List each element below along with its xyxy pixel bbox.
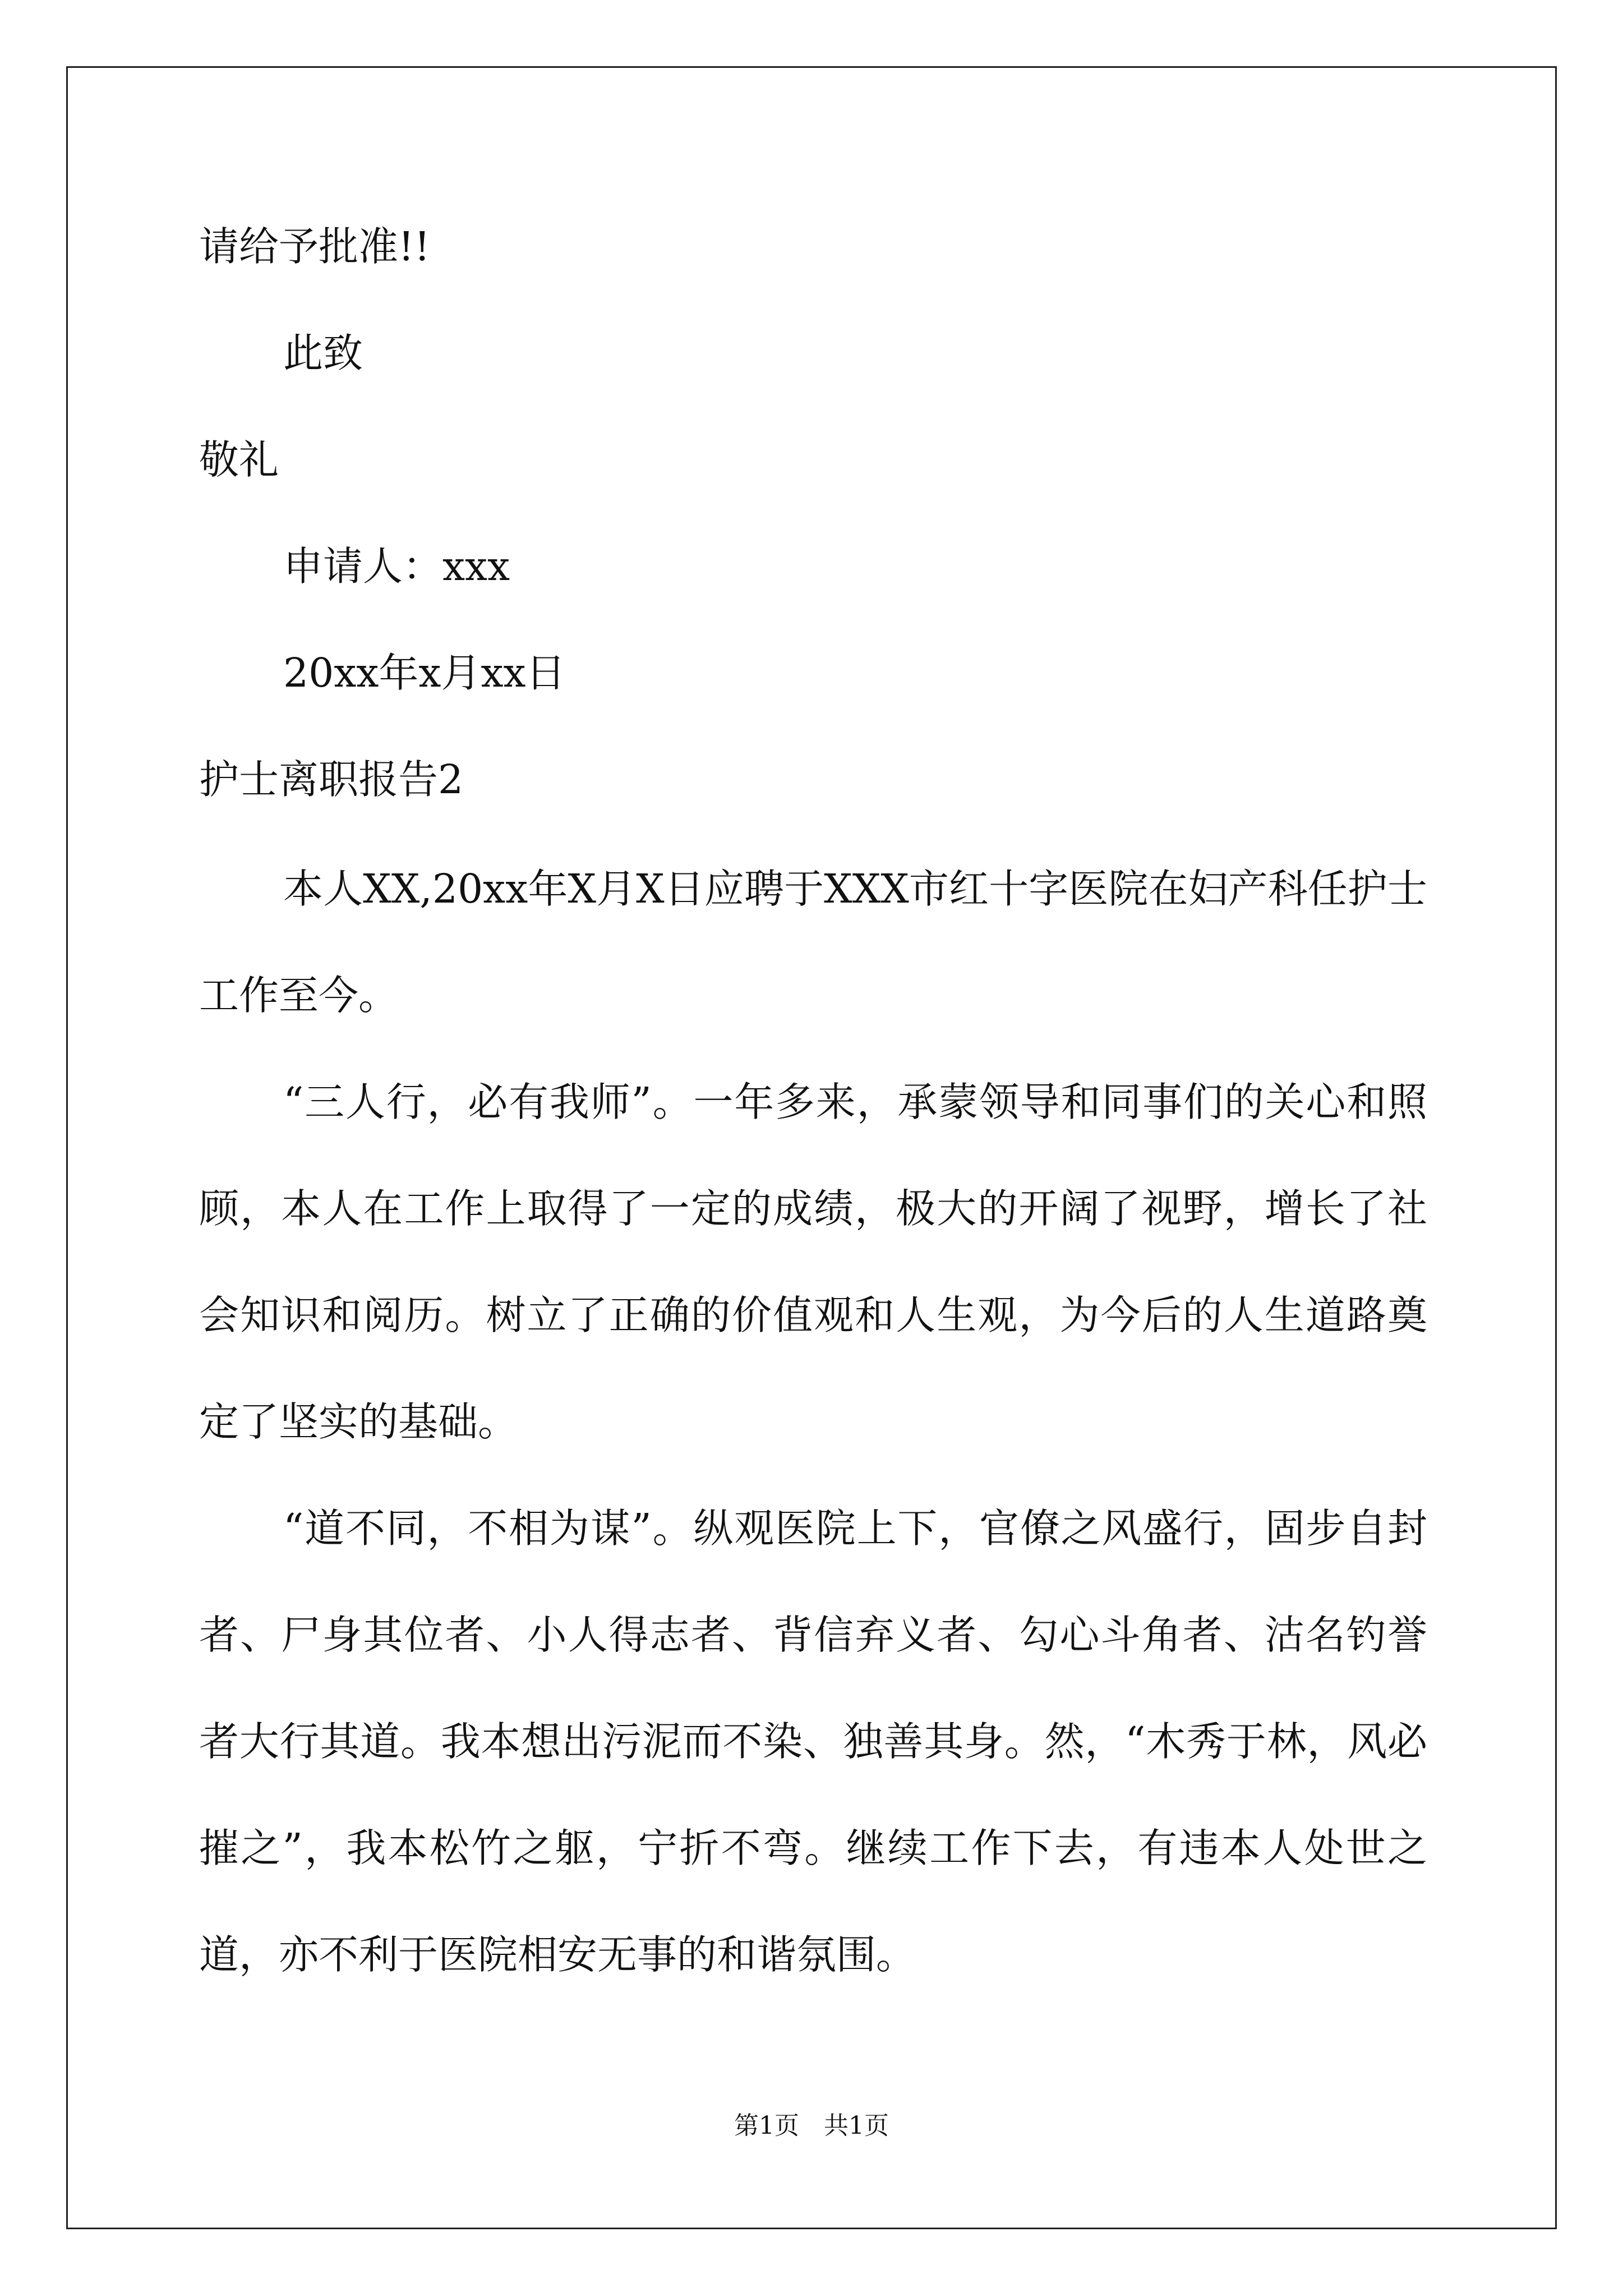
paragraph-3: “道不同，不相为谋”。纵观医院上下，官僚之风盛行，固步自封者、尸身其位者、小人得志者、背信弃义者、勾心斗角者、沽名钓誉者大行其道。我本想出污泥而不染、独善其身。然，“木秀于林，风必摧之”，我本松竹之躯，宁折不弯。继续工作下去，有违本人处世之道，亦不利于医院相安无事的和谐氛围。 <box>199 1505 1427 1978</box>
paragraph-2: “三人行，必有我师”。一年多来，承蒙领导和同事们的关心和照顾，本人在工作上取得了一定的成绩，极大的开阔了视野，增长了社会知识和阅历。树立了正确的价值观和人生观，为今后的人生道路奠定了坚实的基础。 <box>199 1079 1427 1445</box>
document-body <box>199 202 1427 2008</box>
page-footer: 第1页 共1页 <box>734 2111 889 2140</box>
date-line: 20xx年x月xx日 <box>283 650 566 696</box>
section-heading: 护士离职报告2 <box>199 756 464 803</box>
paragraph-1: 本人XX,20xx年X月X日应聘于XXX市红十字医院在妇产科任护士工作至今。 <box>199 866 1427 1019</box>
salutation-line: 此致 <box>283 330 363 376</box>
approval-line: 请给予批准!! <box>199 223 431 270</box>
regards-line: 敬礼 <box>199 436 279 483</box>
applicant-line: 申请人：xxx <box>283 543 510 590</box>
